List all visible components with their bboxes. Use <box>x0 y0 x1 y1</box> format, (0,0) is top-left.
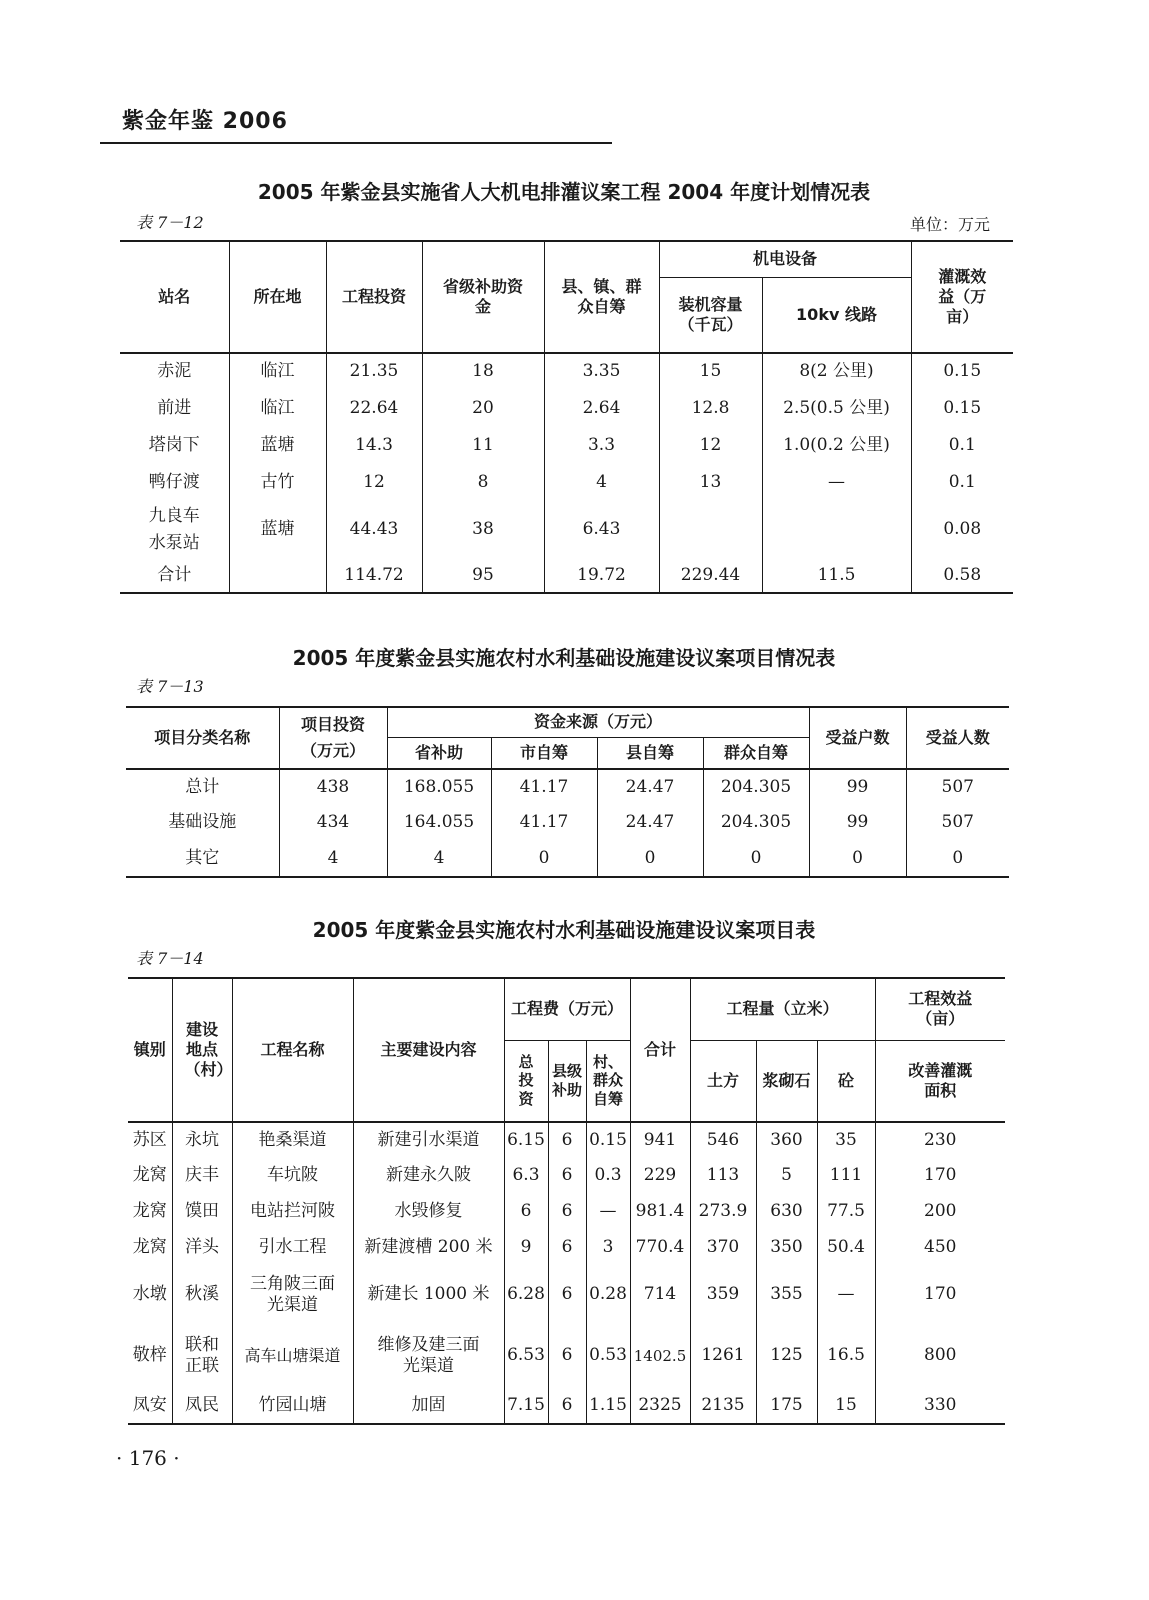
t3-h-cost: 工程费（万元） <box>504 978 630 1040</box>
t3-cell: 350 <box>756 1230 817 1266</box>
table-row <box>120 427 1013 464</box>
t1-cell: 0.58 <box>911 559 1013 593</box>
t3-cell: 35 <box>817 1122 875 1158</box>
t3-cell: 0.28 <box>586 1266 630 1324</box>
t2-cell: 507 <box>906 805 1009 841</box>
t3-cell: 111 <box>817 1158 875 1194</box>
t2-cell: 其它 <box>126 841 279 877</box>
t3-cell: 新建渡槽 200 米 <box>353 1230 504 1266</box>
t1-cell: 0.08 <box>911 501 1013 559</box>
t1-cell <box>762 501 911 559</box>
t2-cell: 99 <box>809 769 906 805</box>
t1-cell: 11 <box>422 427 544 464</box>
t3-cell: 7.15 <box>504 1388 548 1424</box>
t2-h-public: 群众自筹 <box>703 737 809 769</box>
t1-cell: 13 <box>659 464 762 501</box>
t1-cell <box>229 559 326 593</box>
table-row <box>128 1388 1005 1424</box>
t1-cell: — <box>762 464 911 501</box>
t3-cell: 359 <box>690 1266 756 1324</box>
t1-cell: 0.15 <box>911 390 1013 427</box>
t1-cell: 蓝塘 <box>229 501 326 559</box>
t1-cell: 229.44 <box>659 559 762 593</box>
t3-cell: 330 <box>875 1388 1005 1424</box>
t3-cell: 龙窝 <box>128 1158 172 1194</box>
t3-h-county-sub: 县级补助 <box>548 1040 586 1122</box>
t1-cell: 蓝塘 <box>229 427 326 464</box>
t3-h-earth: 土方 <box>690 1040 756 1122</box>
table-row <box>126 841 1009 877</box>
t1-cell: 114.72 <box>326 559 422 593</box>
table-row <box>128 1158 1005 1194</box>
t1-cell: 4 <box>544 464 659 501</box>
t2-cell: 0 <box>597 841 703 877</box>
t3-cell: 龙窝 <box>128 1194 172 1230</box>
t3-cell: 电站拦河陂 <box>232 1194 353 1230</box>
t3-cell: 引水工程 <box>232 1230 353 1266</box>
t1-cell <box>659 501 762 559</box>
t3-cell: 50.4 <box>817 1230 875 1266</box>
table2 <box>126 706 1009 878</box>
t3-cell: 0.15 <box>586 1122 630 1158</box>
t1-cell: 0.15 <box>911 353 1013 390</box>
t2-cell: 4 <box>279 841 387 877</box>
t3-h-sum: 合计 <box>630 978 690 1122</box>
t2-cell: 总计 <box>126 769 279 805</box>
t2-h-households: 受益户数 <box>809 707 906 769</box>
t2-cell: 24.47 <box>597 769 703 805</box>
t2-h-category: 项目分类名称 <box>126 707 279 769</box>
t3-cell: 981.4 <box>630 1194 690 1230</box>
t3-cell: 370 <box>690 1230 756 1266</box>
t1-h-county: 县、镇、群众自筹 <box>544 241 659 353</box>
t3-cell: 714 <box>630 1266 690 1324</box>
t3-cell: 新建长 1000 米 <box>353 1266 504 1324</box>
t1-cell: 前进 <box>120 390 229 427</box>
t1-cell: 18 <box>422 353 544 390</box>
table2-title: 2005 年度紫金县实施农村水利基础设施建设议案项目情况表 <box>292 646 836 670</box>
t1-h-investment: 工程投资 <box>326 241 422 353</box>
t3-cell: 800 <box>875 1324 1005 1388</box>
t2-h-county: 县自筹 <box>597 737 703 769</box>
t3-cell: 联和正联 <box>172 1324 232 1388</box>
t3-cell: 630 <box>756 1194 817 1230</box>
t3-cell: 秋溪 <box>172 1266 232 1324</box>
t3-cell: 0.3 <box>586 1158 630 1194</box>
t3-cell: 2135 <box>690 1388 756 1424</box>
t3-cell: 3 <box>586 1230 630 1266</box>
t1-cell: 95 <box>422 559 544 593</box>
table1-title: 2005 年紫金县实施省人大机电排灌议案工程 2004 年度计划情况表 <box>257 180 871 204</box>
table-row <box>120 501 1013 559</box>
t3-cell: 355 <box>756 1266 817 1324</box>
t1-cell: 古竹 <box>229 464 326 501</box>
t3-h-site: 建设地点（村） <box>172 978 232 1122</box>
t1-cell: 19.72 <box>544 559 659 593</box>
t3-cell: 敬梓 <box>128 1324 172 1388</box>
table-row <box>126 769 1009 805</box>
t3-cell: 艳桑渠道 <box>232 1122 353 1158</box>
t3-cell: 6 <box>548 1194 586 1230</box>
table3-title: 2005 年度紫金县实施农村水利基础设施建设议案项目表 <box>312 918 816 942</box>
t1-cell: 12 <box>659 427 762 464</box>
t3-cell: 6 <box>504 1194 548 1230</box>
t1-cell: 14.3 <box>326 427 422 464</box>
t2-cell: 0 <box>491 841 597 877</box>
t2-cell: 0 <box>809 841 906 877</box>
t3-cell: 6 <box>548 1158 586 1194</box>
t3-cell: — <box>817 1266 875 1324</box>
t3-cell: 水墩 <box>128 1266 172 1324</box>
page-number: · 176 · <box>116 1446 180 1470</box>
table1-label: 表 7－12 <box>136 213 204 232</box>
t3-cell: 2325 <box>630 1388 690 1424</box>
t3-cell: 凤民 <box>172 1388 232 1424</box>
t3-cell: 200 <box>875 1194 1005 1230</box>
t3-cell: — <box>586 1194 630 1230</box>
t1-cell: 0.1 <box>911 464 1013 501</box>
t3-cell: 馍田 <box>172 1194 232 1230</box>
t3-cell: 360 <box>756 1122 817 1158</box>
t1-cell: 6.43 <box>544 501 659 559</box>
t3-h-name: 工程名称 <box>232 978 353 1122</box>
t3-cell: 6 <box>548 1388 586 1424</box>
t1-h-equipment: 机电设备 <box>659 241 911 277</box>
t3-cell: 新建永久陂 <box>353 1158 504 1194</box>
t2-cell: 24.47 <box>597 805 703 841</box>
t3-cell: 6.3 <box>504 1158 548 1194</box>
table3 <box>128 977 1005 1425</box>
t3-cell: 车坑陂 <box>232 1158 353 1194</box>
t3-h-total-inv: 总投资 <box>504 1040 548 1122</box>
t1-cell: 8(2 公里) <box>762 353 911 390</box>
t1-cell: 11.5 <box>762 559 911 593</box>
t2-cell: 204.305 <box>703 769 809 805</box>
t3-cell: 15 <box>817 1388 875 1424</box>
table-row <box>120 390 1013 427</box>
t3-cell: 229 <box>630 1158 690 1194</box>
t3-cell: 175 <box>756 1388 817 1424</box>
t3-cell: 273.9 <box>690 1194 756 1230</box>
t1-cell: 2.64 <box>544 390 659 427</box>
t1-cell: 22.64 <box>326 390 422 427</box>
t2-cell: 438 <box>279 769 387 805</box>
t3-h-content: 主要建设内容 <box>353 978 504 1122</box>
t3-cell: 苏区 <box>128 1122 172 1158</box>
t2-cell: 4 <box>387 841 491 877</box>
table-row <box>128 1122 1005 1158</box>
t3-cell: 170 <box>875 1266 1005 1324</box>
t1-cell: 临江 <box>229 390 326 427</box>
t3-h-benefit: 工程效益（亩） <box>875 978 1005 1040</box>
t3-cell: 加固 <box>353 1388 504 1424</box>
t1-cell: 12.8 <box>659 390 762 427</box>
table-row <box>128 1194 1005 1230</box>
t3-cell: 龙窝 <box>128 1230 172 1266</box>
t2-cell: 41.17 <box>491 805 597 841</box>
t3-h-concrete: 砼 <box>817 1040 875 1122</box>
t3-cell: 新建引水渠道 <box>353 1122 504 1158</box>
table-row <box>128 1324 1005 1388</box>
t3-cell: 230 <box>875 1122 1005 1158</box>
t1-cell: 20 <box>422 390 544 427</box>
t2-cell: 434 <box>279 805 387 841</box>
t2-cell: 41.17 <box>491 769 597 805</box>
t2-cell: 507 <box>906 769 1009 805</box>
t1-h-line: 10kv 线路 <box>762 277 911 353</box>
table-row <box>120 464 1013 501</box>
t3-cell: 6.53 <box>504 1324 548 1388</box>
t3-h-qty: 工程量（立米） <box>690 978 875 1040</box>
t3-cell: 6 <box>548 1122 586 1158</box>
t3-cell: 16.5 <box>817 1324 875 1388</box>
t3-cell: 凤安 <box>128 1388 172 1424</box>
t1-cell: 3.3 <box>544 427 659 464</box>
t3-cell: 6.28 <box>504 1266 548 1324</box>
t3-cell: 9 <box>504 1230 548 1266</box>
t3-cell: 0.53 <box>586 1324 630 1388</box>
t1-cell: 2.5(0.5 公里) <box>762 390 911 427</box>
t3-cell: 1402.5 <box>630 1324 690 1388</box>
t3-h-irrigation: 改善灌溉面积 <box>875 1040 1005 1122</box>
t3-cell: 77.5 <box>817 1194 875 1230</box>
t2-cell: 0 <box>906 841 1009 877</box>
t2-cell: 164.055 <box>387 805 491 841</box>
table3-label: 表 7－14 <box>136 949 204 968</box>
t1-h-benefit: 灌溉效益（万亩） <box>911 241 1013 353</box>
t1-cell: 0.1 <box>911 427 1013 464</box>
table1-unit: 单位：万元 <box>910 215 991 234</box>
t1-cell: 38 <box>422 501 544 559</box>
t1-cell: 15 <box>659 353 762 390</box>
t2-h-provincial: 省补助 <box>387 737 491 769</box>
t1-cell: 44.43 <box>326 501 422 559</box>
t2-h-people: 受益人数 <box>906 707 1009 769</box>
t3-cell: 770.4 <box>630 1230 690 1266</box>
table1 <box>120 240 1013 594</box>
t2-cell: 204.305 <box>703 805 809 841</box>
table-row <box>120 559 1013 593</box>
t3-cell: 941 <box>630 1122 690 1158</box>
t3-cell: 450 <box>875 1230 1005 1266</box>
t3-h-village: 村、群众自筹 <box>586 1040 630 1122</box>
t3-h-town: 镇别 <box>128 978 172 1122</box>
t3-cell: 6.15 <box>504 1122 548 1158</box>
t1-cell: 九良车水泵站 <box>120 501 229 559</box>
t1-cell: 塔岗下 <box>120 427 229 464</box>
t2-h-city: 市自筹 <box>491 737 597 769</box>
t2-cell: 0 <box>703 841 809 877</box>
t1-cell: 12 <box>326 464 422 501</box>
t3-cell: 三角陂三面光渠道 <box>232 1266 353 1324</box>
t1-h-station: 站名 <box>120 241 229 353</box>
t1-cell: 8 <box>422 464 544 501</box>
t1-cell: 临江 <box>229 353 326 390</box>
t1-cell: 1.0(0.2 公里) <box>762 427 911 464</box>
table-row <box>128 1230 1005 1266</box>
running-header: 紫金年鉴 2006 <box>122 109 288 134</box>
t2-h-source: 资金来源（万元） <box>387 707 809 737</box>
t3-cell: 113 <box>690 1158 756 1194</box>
t1-cell: 鸭仔渡 <box>120 464 229 501</box>
t3-cell: 6 <box>548 1324 586 1388</box>
t3-h-masonry: 浆砌石 <box>756 1040 817 1122</box>
t2-cell: 基础设施 <box>126 805 279 841</box>
t3-cell: 永坑 <box>172 1122 232 1158</box>
t1-cell: 赤泥 <box>120 353 229 390</box>
t1-cell: 合计 <box>120 559 229 593</box>
t3-cell: 170 <box>875 1158 1005 1194</box>
t3-cell: 1.15 <box>586 1388 630 1424</box>
table-row <box>128 1266 1005 1324</box>
t1-h-provincial: 省级补助资金 <box>422 241 544 353</box>
t1-cell: 21.35 <box>326 353 422 390</box>
table2-label: 表 7－13 <box>136 677 204 696</box>
table-row <box>126 805 1009 841</box>
t3-cell: 洋头 <box>172 1230 232 1266</box>
t2-h-investment: 项目投资（万元） <box>279 707 387 769</box>
table-row <box>120 353 1013 390</box>
t2-cell: 168.055 <box>387 769 491 805</box>
t3-cell: 高车山塘渠道 <box>232 1324 353 1388</box>
t3-cell: 125 <box>756 1324 817 1388</box>
t3-cell: 5 <box>756 1158 817 1194</box>
t3-cell: 水毁修复 <box>353 1194 504 1230</box>
t3-cell: 庆丰 <box>172 1158 232 1194</box>
t1-cell: 3.35 <box>544 353 659 390</box>
t1-h-location: 所在地 <box>229 241 326 353</box>
t3-cell: 6 <box>548 1266 586 1324</box>
t2-cell: 99 <box>809 805 906 841</box>
t3-cell: 竹园山塘 <box>232 1388 353 1424</box>
t1-h-capacity: 装机容量（千瓦） <box>659 277 762 353</box>
t3-cell: 6 <box>548 1230 586 1266</box>
t3-cell: 1261 <box>690 1324 756 1388</box>
t3-cell: 546 <box>690 1122 756 1158</box>
header-rule <box>100 142 612 144</box>
t3-cell: 维修及建三面光渠道 <box>353 1324 504 1388</box>
